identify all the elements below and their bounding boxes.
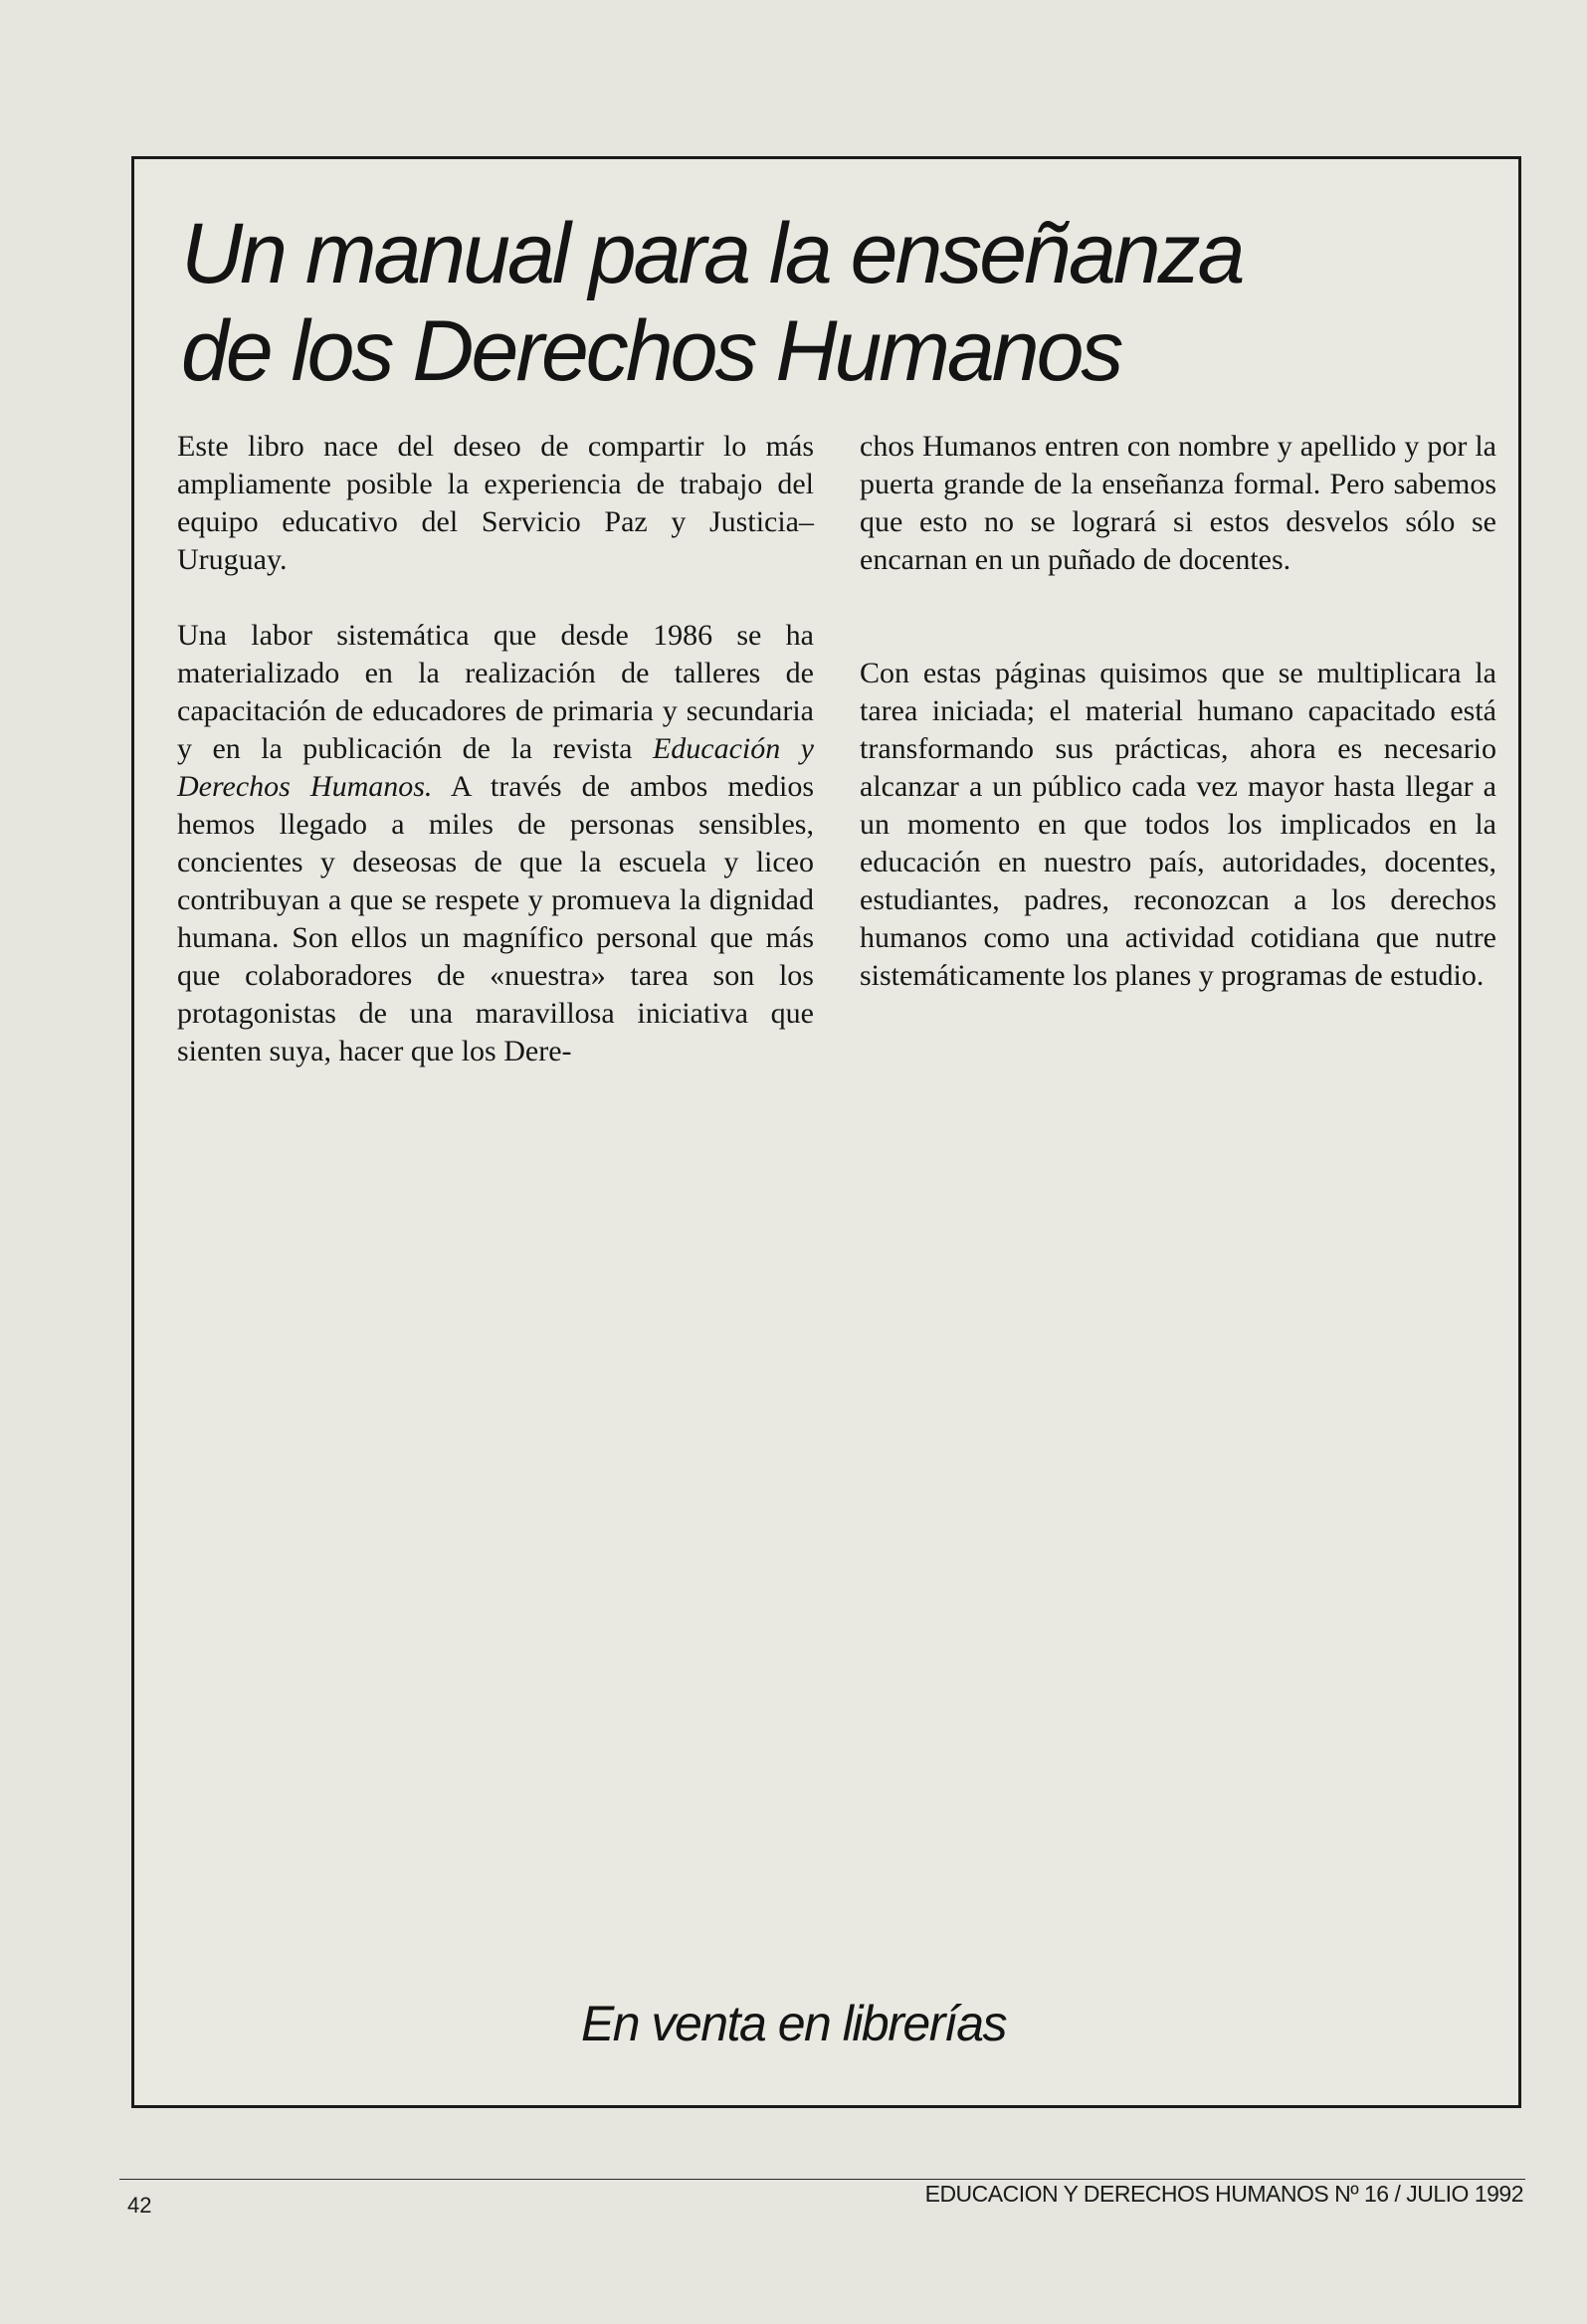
paragraph-intro: Este libro nace del deseo de compartir lo más ampliamente posible la experiencia de trabajo del equipo educativo del Servicio Paz y Justicia–Uruguay. (177, 430, 814, 576)
magazine-title: Educación y Derechos Humanos. (177, 732, 815, 803)
paragraph-labor (177, 617, 814, 1070)
paragraph-continuation: chos Humanos entren con nombre y apellido y por la puerta grande de la enseñanza formal. Pero sabemos que esto no se logrará si estos desvelos sólo se encarnan en un puñado de docentes. (860, 430, 1496, 576)
paragraph-labor-start: Una labor sistemática que desde 1986 se ha materializado en la realización de talleres de capacitación de educadores de primaria y secundaria y en la publicación de la revista (177, 619, 814, 765)
title-line-1: Un manual para la enseñanza (181, 206, 1243, 301)
column-right (860, 428, 1496, 1033)
show-through-text (418, 60, 465, 128)
sale-tagline: En venta en librerías (580, 1996, 1007, 2051)
column-left (177, 428, 814, 1108)
article-title (181, 205, 1475, 400)
journal-reference: EDUCACION Y DERECHOS HUMANOS Nº 16 / JULIO 1992 (924, 2181, 1523, 2207)
footer-rule (119, 2179, 1525, 2180)
page-number: 42 (127, 2193, 152, 2218)
title-line-2: de los Derechos Humanos (181, 303, 1121, 399)
paragraph-conclusion: Con estas páginas quisimos que se multiplicara la tarea iniciada; el material humano capacitado está transformando sus prácticas, ahora es necesario alcanzar a un público cada vez mayor hasta llegar a un momento en que todos los implicados en la educación en nuestro país, autoridades, docentes, estudiantes, padres, reconozcan a los derechos humanos como una actividad cotidiana que nutre sistemáticamente los planes y programas de estudio. (860, 657, 1496, 992)
paragraph-labor-end: A través de ambos medios hemos llegado a miles de personas sensibles, concientes y deseosas de que la escuela y liceo contribuyan a que se respete y promueva la dignidad humana. Son ellos un magnífico personal que más que colaboradores de «nuestra» tarea son los protagonistas de una maravillosa iniciativa que sienten suya, hacer que los Dere- (177, 770, 814, 1067)
